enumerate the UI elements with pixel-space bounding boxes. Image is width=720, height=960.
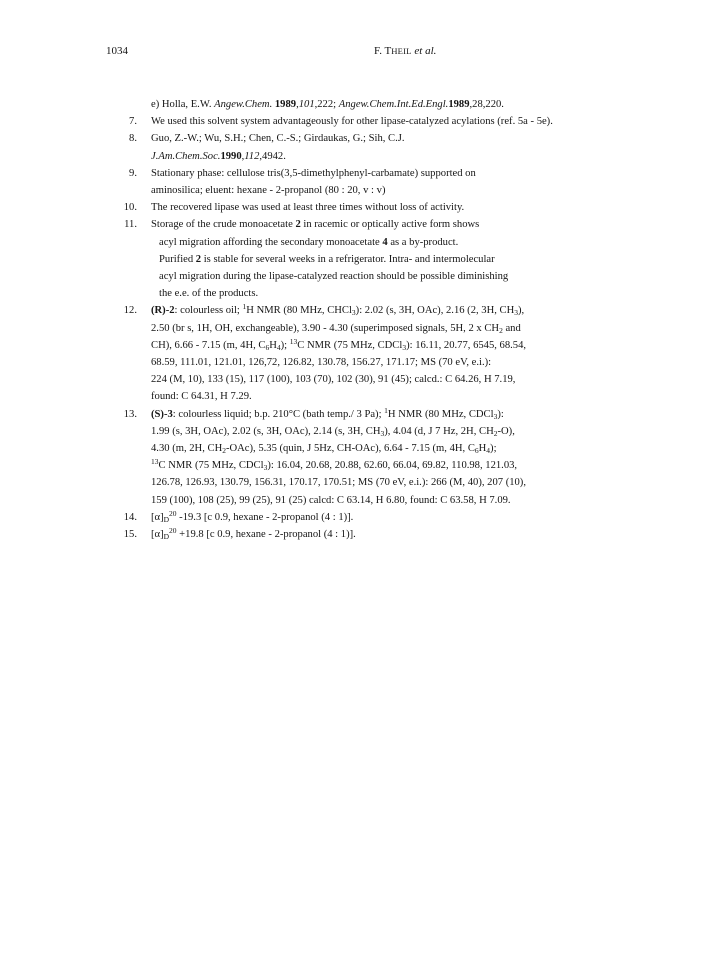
reference-line: (R)-2: colourless oil; $^1$H NMR (80 MHz, CHCl$_3$): 2.02 (s, 3H, OAc), 2.16 (2, 3H, $CH_3$), <box>151 302 525 318</box>
reference-line: e) Holla, E.W. Angew.Chem. 1989,101,222; Angew.Chem.Int.Ed.Engl.1989,28,220. <box>151 99 504 110</box>
reference-number: 11. <box>124 219 137 231</box>
reference-9 <box>113 165 693 199</box>
reference-text: 224 (M, 10), 133 (15), 117 (100), 103 (70), 102 (30), 91 (45); calcd.: C 64.26, H 7.19, <box>151 374 516 386</box>
reference-line: J.Am.Chem.Soc.1990,112,4942. <box>151 150 286 162</box>
compound-label: (S)-3 <box>151 408 173 420</box>
reference-line: CH), 6.66 - 7.15 (m, 4H, $C_6H_4$); $^{13}$C NMR (75 MHz, CDCl$_3$): 16.11, 20.77, 6545, 68.54, <box>151 336 527 352</box>
reference-text: We used this solvent system advantageously for other lipase-catalyzed acylations (ref. 5a - 5e). <box>151 116 553 128</box>
reference-8 <box>113 130 693 164</box>
reference-13 <box>113 406 693 509</box>
reference-line: acyl migration affording the secondary monoacetate 4 as a by-product. <box>159 236 459 248</box>
reference-line: $^{13}$C NMR (75 MHz, CDCl$_3$): 16.04, 20.68, 20.88, 62.60, 66.04, 69.82, 110.98, 121.03, <box>151 457 518 473</box>
reference-11 <box>113 216 693 302</box>
reference-text: Guo, Z.-W.; Wu, S.H.; Chen, C.-S.; Girdaukas, G.; Sih, C.J. <box>151 133 405 145</box>
reference-15 <box>113 526 693 543</box>
reference-text: The recovered lipase was used at least three times without loss of activity. <box>151 202 465 214</box>
reference-number: 15. <box>123 529 137 541</box>
reference-number: 9. <box>129 167 137 179</box>
reference-number: 7. <box>129 116 137 128</box>
reference-text: the e.e. of the products. <box>159 288 259 300</box>
reference-7 <box>113 113 693 130</box>
reference-text: 68.59, 111.01, 121.01, 126,72, 126.82, 130.78, 156.27, 171.17; MS (70 eV, e.i.): <box>151 357 492 369</box>
reference-text: found: C 64.31, H 7.29. <box>151 391 252 403</box>
reference-line: $[\alpha]_D^{20} +19.8$ [c 0.9, hexane - 2-propanol (4 : 1)]. <box>151 526 356 542</box>
reference-line: (S)-3: colourless liquid; b.p. 210°C (bath temp./ 3 Pa); $^1$H NMR (80 MHz, CDCl$_3$): <box>151 405 504 421</box>
reference-12 <box>113 302 693 405</box>
reference-5e-continuation <box>113 96 693 113</box>
running-title <box>374 43 436 60</box>
reference-number: 13. <box>123 408 137 420</box>
reference-line: 4.30 (m, 2H, $CH_2-OAc$), 5.35 (quin, J 5Hz, CH-OAc), 6.64 - 7.15 (m, 4H, $C_6H_4$); <box>151 443 497 456</box>
reference-number: 10. <box>123 202 137 214</box>
reference-text: 126.78, 126.93, 130.79, 156.31, 170.17, 170.51; MS (70 eV, e.i.): 266 (M, 40), 207 (10), <box>151 477 526 489</box>
reference-number: 8. <box>129 133 137 145</box>
reference-line: Storage of the crude monoacetate 2 in racemic or optically active form shows <box>151 219 480 231</box>
reference-number: 14. <box>123 511 137 523</box>
reference-line: $[\alpha]_D^{20}$ -19.3 [c 0.9, hexane - 2-propanol (4 : 1)]. <box>151 508 354 524</box>
reference-text: Stationary phase: cellulose tris(3,5-dimethylphenyl-carbamate) supported on <box>151 167 476 179</box>
reference-list <box>113 96 693 543</box>
reference-line: 1.99 (s, 3H, OAc), 2.02 (s, 3H, OAc), 2.14 (s, 3H, $CH_3$), 4.04 (d, J 7 Hz, 2H, $CH_2-O$), <box>151 425 515 438</box>
reference-10 <box>113 199 693 216</box>
page-header <box>106 43 626 61</box>
reference-text: 159 (100), 108 (25), 99 (25), 91 (25) calcd: C 63.14, H 6.80, found: C 63.58, H 7.09. <box>151 494 511 506</box>
reference-number: 12. <box>123 305 137 317</box>
author-initial: F. T <box>374 45 392 57</box>
author-smallcaps: HEIL <box>391 46 412 56</box>
reference-line: Purified 2 is stable for several weeks in a refrigerator. Intra- and intermolecular <box>159 253 495 265</box>
reference-text: acyl migration during the lipase-catalyzed reaction should be possible diminishing <box>159 271 509 283</box>
reference-14 <box>113 509 693 526</box>
reference-text: aminosilica; eluent: hexane - 2-propanol (80 : 20, v : v) <box>151 185 386 197</box>
page-number: 1034 <box>106 45 128 57</box>
compound-label: (R)-2 <box>151 305 175 317</box>
et-al: et al. <box>414 45 437 57</box>
reference-line: 2.50 (br s, 1H, OH, exchangeable), 3.90 - 4.30 (superimposed signals, 5H, 2 x $CH_2$ and <box>151 322 521 335</box>
